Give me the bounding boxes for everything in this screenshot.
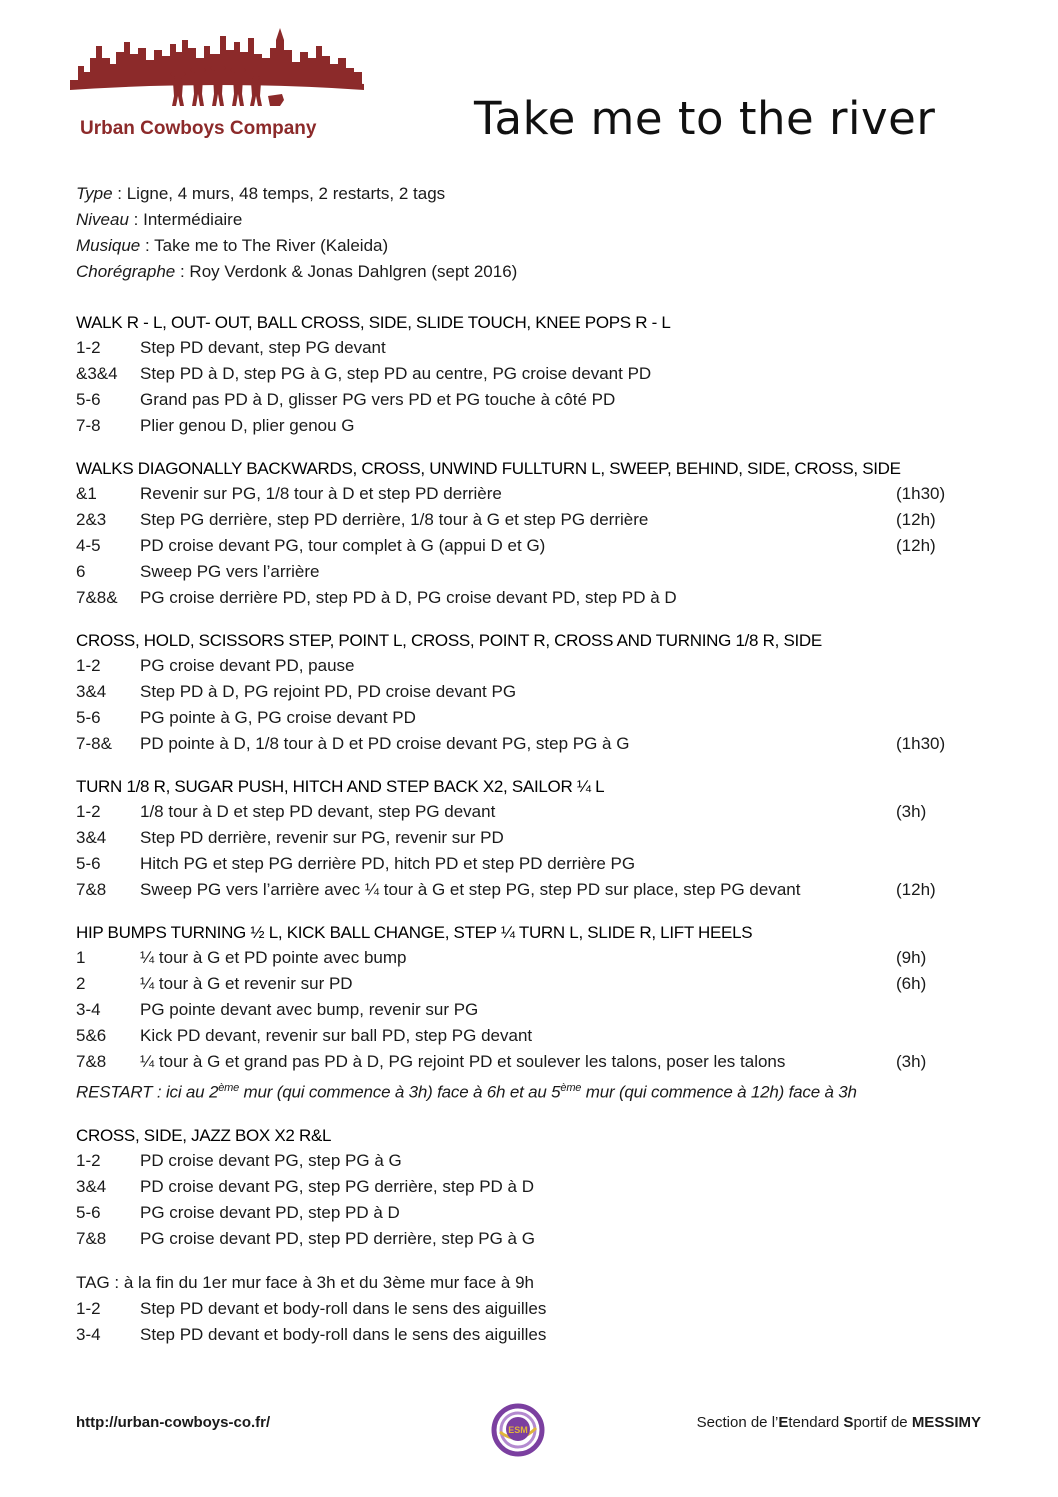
step-row [76,413,996,439]
step-count: 1-2 [76,656,101,675]
step-count: 7-8& [76,734,112,753]
step-count: 2 [76,974,86,993]
step-description: Step PD devant et body-roll dans le sens des aiguilles [140,1298,547,1318]
esm-logo-text: ESM [508,1425,528,1435]
step-row [76,799,996,825]
step-row [76,361,996,387]
restart-sup: ème [560,1082,582,1094]
meta-value: : Intermédiaire [128,210,243,229]
website-link[interactable]: http://urban-cowboys-co.fr/ [76,1414,271,1431]
step-count: 6 [76,562,86,581]
step-row [76,997,996,1023]
step-description: Step PD à D, PG rejoint PD, PD croise devant PG [140,682,517,701]
meta-row [76,207,517,233]
step-count: 5-6 [76,390,101,409]
step-description: ¼ tour à G et revenir sur PD [140,974,353,993]
step-description: PD croise devant PG, step PG derrière, step PD à D [140,1176,534,1196]
restart-note [76,1075,996,1106]
step-section [76,1124,996,1252]
section-title: WALK R - L, OUT- OUT, BALL CROSS, SIDE, SLIDE TOUCH, KNEE POPS R - L [76,313,671,332]
step-row [76,877,996,903]
step-count: 7&8 [76,1228,107,1248]
step-row [76,387,996,413]
step-description: 1/8 tour à D et step PD devant, step PG devant [140,802,496,821]
step-count: 5&6 [76,1026,107,1045]
step-section [76,311,996,439]
meta-key: Chorégraphe [76,262,176,281]
esm-logo-icon [490,1402,546,1458]
step-count: &3&4 [76,364,118,383]
step-row [76,945,996,971]
club-section-part: S [843,1414,854,1431]
step-orientation: (9h) [896,948,927,967]
step-description: ¼ tour à G et PD pointe avec bump [140,948,407,967]
step-row [76,971,996,997]
skyline-cowboys-icon [70,28,366,110]
step-description: Sweep PG vers l’arrière avec ¼ tour à G et step PG, step PD sur place, step PG devant [140,880,801,899]
step-count: 7&8 [76,1052,107,1071]
step-row [76,481,996,507]
section-title: WALKS DIAGONALLY BACKWARDS, CROSS, UNWIND FULLTURN L, SWEEP, BEHIND, SIDE, CROSS, SIDE [76,459,901,478]
step-description: PG pointe devant avec bump, revenir sur PG [140,1000,479,1019]
step-row [76,507,996,533]
step-description: PD croise devant PG, tour complet à G (appui D et G) [140,536,546,555]
section-title: HIP BUMPS TURNING ½ L, KICK BALL CHANGE, STEP ¼ TURN L, SLIDE R, LIFT HEELS [76,923,753,942]
step-count: 2&3 [76,510,107,529]
step-orientation: (3h) [896,1052,927,1071]
step-count: 1 [76,948,86,967]
tag-section [76,1270,996,1348]
step-row [76,1226,996,1252]
step-count: 3&4 [76,682,107,701]
step-row [76,559,996,585]
section-title: CROSS, SIDE, JAZZ BOX X2 R&L [76,1125,332,1145]
step-description: Step PG derrière, step PD derrière, 1/8 tour à G et step PG derrière [140,510,649,529]
step-orientation: (12h) [896,880,936,899]
step-count: 5-6 [76,854,101,873]
step-description: PD croise devant PG, step PG à G [140,1150,402,1170]
step-count: 7&8& [76,588,118,607]
step-description: Sweep PG vers l’arrière [140,562,320,581]
step-description: PD pointe à D, 1/8 tour à D et PD croise devant PG, step PG à G [140,734,630,753]
step-section [76,457,996,611]
meta-value: : Ligne, 4 murs, 48 temps, 2 restarts, 2 tags [112,184,446,203]
meta-row [76,233,517,259]
step-row [76,851,996,877]
step-description: PG croise devant PD, pause [140,656,355,675]
step-count: 7&8 [76,880,107,899]
step-description: PG croise devant PD, step PD derrière, step PG à G [140,1228,535,1248]
step-orientation: (12h) [896,536,936,555]
step-row [76,335,996,361]
step-orientation: (6h) [896,974,927,993]
company-name: Urban Cowboys Company [80,118,317,139]
meta-key: Musique [76,236,141,255]
step-count: 3-4 [76,1000,101,1019]
step-row [76,705,996,731]
section-title: CROSS, HOLD, SCISSORS STEP, POINT L, CROSS, POINT R, CROSS AND TURNING 1/8 R, SIDE [76,631,822,650]
step-count: &1 [76,484,97,503]
company-logo [68,28,368,148]
esm-logo [490,1402,546,1462]
step-row [76,585,996,611]
step-orientation: (12h) [896,510,936,529]
step-row [76,1322,996,1348]
step-orientation: (3h) [896,802,927,821]
step-section [76,921,996,1106]
dance-meta [76,181,517,285]
step-row [76,533,996,559]
choreography-steps [76,311,996,1366]
step-description: Step PD derrière, revenir sur PG, revenir sur PD [140,828,504,847]
step-count: 1-2 [76,338,101,357]
step-description: Plier genou D, plier genou G [140,416,355,435]
step-count: 3&4 [76,828,107,847]
step-count: 3-4 [76,1324,101,1344]
step-count: 5-6 [76,1202,101,1222]
step-count: 1-2 [76,1298,101,1318]
step-row [76,1174,996,1200]
step-description: Step PD devant, step PG devant [140,338,386,357]
club-section [697,1414,981,1431]
step-description: Kick PD devant, revenir sur ball PD, step PG devant [140,1026,533,1045]
step-orientation: (1h30) [896,484,946,503]
step-description: Grand pas PD à D, glisser PG vers PD et PG touche à côté PD [140,390,616,409]
step-row [76,679,996,705]
tag-line [76,1270,996,1296]
tag-text: : à la fin du 1er mur face à 3h et du 3ème mur face à 9h [109,1272,534,1292]
step-count: 7-8 [76,416,101,435]
step-row [76,731,996,757]
step-count: 3&4 [76,1176,107,1196]
step-count: 1-2 [76,1150,101,1170]
club-section-part: tendard [788,1414,844,1431]
footer [0,1414,1058,1444]
section-title: TURN 1/8 R, SUGAR PUSH, HITCH AND STEP BACK X2, SAILOR ¼ L [76,777,605,796]
step-description: ¼ tour à G et grand pas PD à D, PG rejoint PD et soulever les talons, poser les talons [140,1052,786,1071]
step-row [76,653,996,679]
club-section-part: Section de l’ [696,1414,779,1431]
step-row [76,1200,996,1226]
restart-text: mur (qui commence à 3h) face à 6h et au 5 [239,1082,561,1102]
step-row [76,1049,996,1075]
meta-key: Type [76,184,113,203]
step-description: Revenir sur PG, 1/8 tour à D et step PD derrière [140,484,502,503]
meta-row [76,259,517,285]
club-section-part: MESSIMY [911,1414,981,1431]
step-row [76,1296,996,1322]
restart-text: RESTART : ici au 2 [76,1082,219,1102]
dance-title: Take me to the river [474,92,936,145]
club-section-part: E [778,1414,789,1431]
step-count: 4-5 [76,536,101,555]
step-description: PG croise derrière PD, step PD à D, PG croise devant PD, step PD à D [140,588,677,607]
step-description: Hitch PG et step PG derrière PD, hitch PD et step PD derrière PG [140,854,636,873]
step-count: 5-6 [76,708,101,727]
step-section [76,629,996,757]
tag-label: TAG [76,1272,110,1292]
step-description: Step PD à D, step PG à G, step PD au centre, PG croise devant PD [140,364,652,383]
step-orientation: (1h30) [896,734,946,753]
step-row [76,1148,996,1174]
meta-key: Niveau [76,210,129,229]
restart-text: mur (qui commence à 12h) face à 3h [581,1082,857,1102]
club-section-part: portif de [853,1414,912,1431]
step-description: Step PD devant et body-roll dans le sens des aiguilles [140,1324,547,1344]
meta-value: : Take me to The River (Kaleida) [140,236,389,255]
step-row [76,1023,996,1049]
step-section [76,775,996,903]
step-description: PG croise devant PD, step PD à D [140,1202,400,1222]
step-count: 1-2 [76,802,101,821]
step-description: PG pointe à G, PG croise devant PD [140,708,416,727]
step-row [76,825,996,851]
meta-value: : Roy Verdonk & Jonas Dahlgren (sept 2016) [175,262,518,281]
restart-sup: ème [218,1082,240,1094]
meta-row [76,181,517,207]
